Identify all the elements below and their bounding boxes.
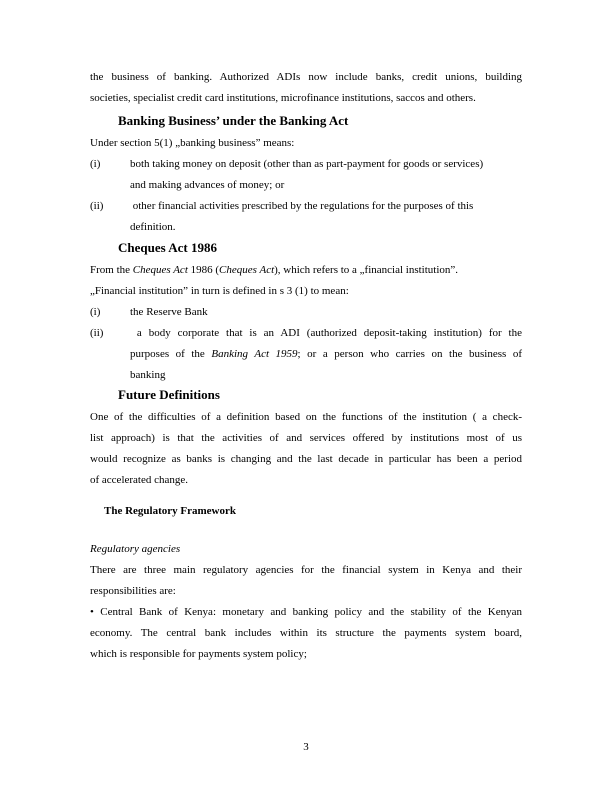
- paragraph-line: • Central Bank of Kenya: monetary and banking policy and the stability of the Kenyan: [90, 606, 522, 618]
- intro-line-1: the business of banking. Authorized ADIs now include banks, credit unions, building: [90, 71, 522, 83]
- text-run: purposes of the: [130, 348, 212, 360]
- list-number: (ii): [90, 327, 104, 339]
- future-definitions-heading: Future Definitions: [118, 387, 220, 402]
- paragraph-line: economy. The central bank includes within its structure the payments system board,: [90, 627, 522, 639]
- list-item-line: both taking money on deposit (other than as part-payment for goods or services): [130, 158, 484, 170]
- banking-business-lead: Under section 5(1) „banking business” means:: [90, 137, 295, 149]
- paragraph-line: would recognize as banks is changing and the last decade in particular has been a period: [90, 453, 522, 465]
- list-item-line: [130, 347, 522, 361]
- paragraph-line: of accelerated change.: [90, 474, 189, 486]
- regulatory-agencies-subheading: Regulatory agencies: [90, 543, 181, 555]
- list-item-line: definition.: [130, 221, 176, 233]
- list-number: (ii): [90, 200, 104, 212]
- list-item-line: a body corporate that is an ADI (authorized deposit-taking institution) for the: [130, 327, 522, 339]
- banking-business-heading: Banking Business’ under the Banking Act: [118, 113, 349, 128]
- intro-line-2: societies, specialist credit card institutions, microfinance institutions, saccos and others.: [90, 92, 476, 104]
- text-run: From the: [90, 264, 133, 276]
- italic-run: Cheques Act: [219, 264, 275, 276]
- regulatory-framework-heading: The Regulatory Framework: [104, 505, 236, 517]
- cheques-act-line-2: „Financial institution” in turn is defined in s 3 (1) to mean:: [90, 285, 349, 297]
- text-run: 1986 (: [187, 264, 220, 276]
- italic-run: Banking Act 1959: [211, 348, 298, 360]
- paragraph-line: There are three main regulatory agencies for the financial system in Kenya and their: [90, 564, 522, 576]
- list-number: (i): [90, 306, 101, 318]
- paragraph-line: list approach) is that the activities of and services offered by institutions most of us: [90, 432, 522, 444]
- text-run: ; or a person who carries on the business of: [297, 348, 522, 360]
- list-item-line: and making advances of money; or: [130, 179, 285, 191]
- cheques-act-line-1: [90, 263, 522, 277]
- paragraph-line: which is responsible for payments system policy;: [90, 648, 307, 660]
- paragraph-line: One of the difficulties of a definition based on the functions of the institution ( a check-: [90, 411, 522, 423]
- cheques-act-heading: Cheques Act 1986: [118, 240, 217, 255]
- italic-run: Cheques Act: [132, 264, 188, 276]
- list-number: (i): [90, 158, 101, 170]
- page-number: 3: [303, 741, 309, 753]
- text-run: ), which refers to a „financial institution”.: [274, 264, 459, 276]
- list-item-line: banking: [130, 369, 166, 381]
- list-item-line: the Reserve Bank: [130, 306, 208, 318]
- paragraph-line: responsibilities are:: [90, 585, 176, 597]
- list-item-line: other financial activities prescribed by the regulations for the purposes of this: [130, 200, 474, 212]
